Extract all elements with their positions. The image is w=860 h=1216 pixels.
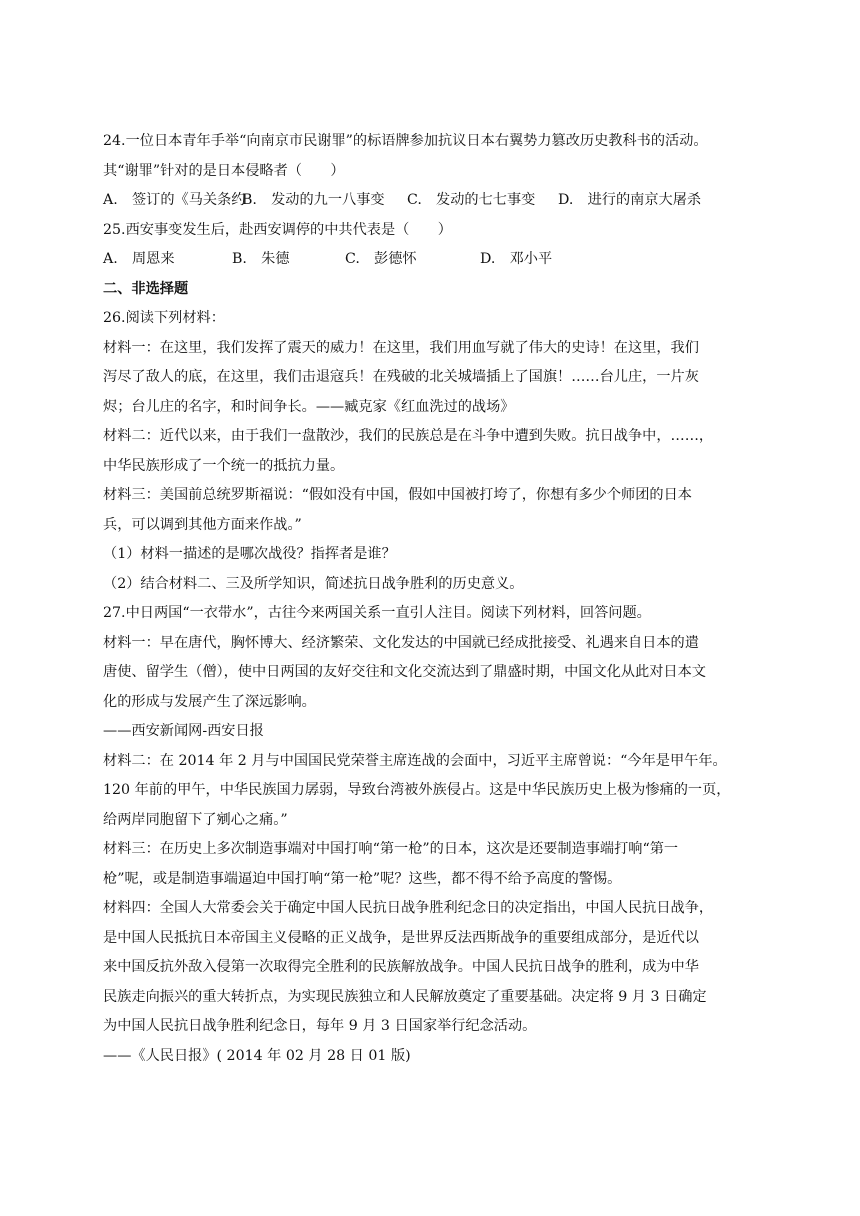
q25-options (103, 245, 773, 275)
q26-material1-line2: 泻尽了敌人的底，在这里，我们击退寇兵！在残破的北关城墙插上了国旗！……台儿庄，一片灰 (103, 369, 699, 385)
q27-material2-line2: 120 年前的甲午，中华民族国力孱弱，导致台湾被外族侵占。这是中华民族历史上极为惨痛的一页， (103, 782, 731, 798)
section-heading: 二、非选择题 (103, 280, 189, 297)
q26-material3-line1: 材料三：美国前总统罗斯福说：“假如没有中国，假如中国被打垮了，你想有多少个师团的日本 (103, 487, 692, 503)
q24-stem-line2: 其“谢罪”针对的是日本侵略者（ ） (103, 162, 345, 179)
q27-material1-line3: 化的形成与发展产生了深远影响。 (103, 693, 316, 710)
q27-material4-line3: 来中国反抗外敌入侵第一次取得完全胜利的民族解放战争。中国人民抗日战争的胜利，成为中华 (103, 959, 699, 975)
q27-material1-source: ——西安新闻网-西安日报 (103, 723, 264, 739)
q24-option-d: D. 进行的南京大屠杀 (558, 192, 702, 208)
q25-option-b: B. 朱德 (232, 251, 290, 267)
q27-material1-line2: 唐使、留学生（僧），使中日两国的友好交往和文化交流达到了鼎盛时期，中国文化从此对日本文 (103, 664, 706, 680)
q27-material4-line5: 为中国人民抗日战争胜利纪念日，每年 9 月 3 日国家举行纪念活动。 (103, 1018, 537, 1034)
q27-material2-line1: 材料二：在 2014 年 2 月与中国国民党荣誉主席连战的会面中，习近平主席曾说：“今年是甲午年。 (103, 752, 727, 769)
q27-material3-line2: 枪”呢，或是制造事端逼迫中国打响“第一枪”呢？这些，都不得不给予高度的警惕。 (103, 870, 622, 887)
q26-material1-line3: 烬；台儿庄的名字，和时间争长。——臧克家《红血洗过的战场》 (103, 398, 515, 415)
q24-option-a: A. 签订的《马关条约 (103, 192, 246, 208)
q27-material4-line1: 材料四：全国人大常委会关于确定中国人民抗日战争胜利纪念日的决定指出，中国人民抗日战争， (103, 900, 714, 916)
q26-subquestion-2: （2）结合材料二、三及所学知识，简述抗日战争胜利的历史意义。 (103, 575, 524, 592)
q24-option-b: B. 发动的九一八事变 (242, 192, 385, 208)
document-content (103, 127, 773, 1071)
q27-material3-line1: 材料三：在历史上多次制造事端对中国打响“第一枪”的日本，这次是还要制造事端打响“第一 (103, 841, 679, 857)
q25-option-c: C. 彭德怀 (345, 251, 417, 267)
q26-material2-line2: 中华民族形成了一个统一的抵抗力量。 (103, 457, 345, 474)
q25-option-a: A. 周恩来 (103, 251, 175, 267)
q25-stem: 25.西安事变发生后，赴西安调停的中共代表是（ ） (103, 221, 452, 238)
q24-options (103, 186, 773, 216)
q27-material4-line4: 民族走向振兴的重大转折点，为实现民族独立和人民解放奠定了重要基础。决定将 9 月 3 日确定 (103, 988, 707, 1005)
q27-material2-line3: 给两岸同胞留下了剜心之痛。” (103, 811, 288, 828)
q26-material1-line1: 材料一：在这里，我们发挥了震天的威力！在这里，我们用血写就了伟大的史诗！在这里，我们 (103, 339, 699, 356)
q27-material4-line2: 是中国人民抵抗日本帝国主义侵略的正义战争，是世界反法西斯战争的重要组成部分，是近代以 (103, 929, 699, 946)
q26-subquestion-1: （1）材料一描述的是哪次战役？指挥者是谁？ (103, 546, 396, 562)
q27-material1-line1: 材料一：早在唐代，胸怀博大、经济繁荣、文化发达的中国就已经成批接受、礼遇来自日本的遣 (103, 634, 699, 651)
q27-intro: 27.中日两国“一衣带水”，古往今来两国关系一直引人注目。阅读下列材料，回答问题。 (103, 605, 651, 621)
q25-option-d: D. 邓小平 (480, 251, 553, 267)
q26-material3-line2: 兵，可以调到其他方面来作战。” (103, 516, 302, 533)
q24-option-c: C. 发动的七七事变 (407, 192, 536, 208)
q27-material4-source: ——《人民日报》( 2014 年 02 月 28 日 01 版) (103, 1047, 411, 1064)
q26-material2-line1: 材料二：近代以来，由于我们一盘散沙，我们的民族总是在斗争中遭到失败。抗日战争中，……， (103, 428, 714, 444)
q26-intro: 26.阅读下列材料： (103, 310, 225, 326)
q24-stem-line1: 24.一位日本青年手举“向南京市民谢罪”的标语牌参加抗议日本右翼势力篡改历史教科书的活动。 (103, 133, 708, 149)
